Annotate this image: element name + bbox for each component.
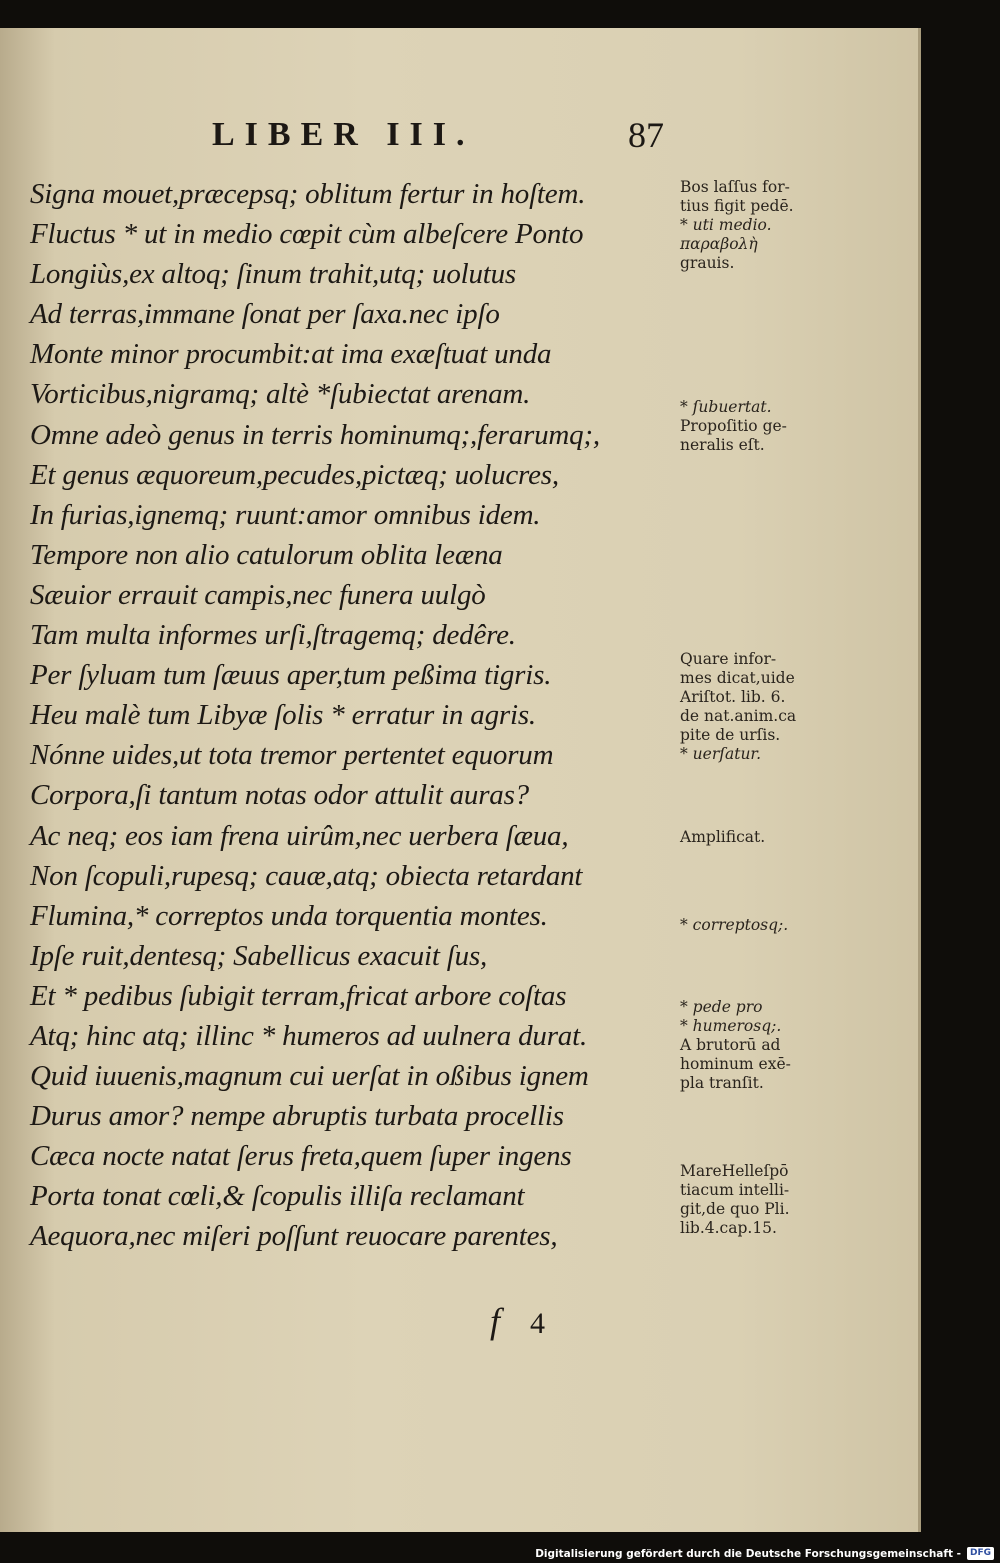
verse-line: Quid iuuenis,magnum cui uerſat in oßibus ignem: [30, 1060, 589, 1093]
verse-line: Corpora,ſi tantum notas odor attulit auras?: [30, 779, 529, 812]
verse-line: Ac neq; eos iam frena uirûm,nec uerbera ſæua,: [30, 819, 569, 852]
verse-line: Nónne uides,ut tota tremor pertentet equorum: [30, 739, 554, 772]
note-line: Amplificat.: [680, 828, 766, 846]
signature-letter: f: [490, 1301, 501, 1341]
note-line: Quare infor-: [680, 650, 777, 668]
note-line: grauis.: [680, 254, 735, 272]
verse-line: Per ſyluam tum ſæuus aper,tum peßima tigris.: [30, 659, 552, 692]
margin-note: [680, 650, 796, 764]
verse-column: [30, 174, 670, 1257]
note-line: * ſubuertat.: [680, 398, 772, 416]
margin-note: [680, 828, 765, 847]
note-line: * correptosq;.: [680, 916, 789, 934]
verse-line: Et * pedibus ſubigit terram,fricat arbore coſtas: [30, 979, 567, 1012]
margin-note: [680, 1162, 790, 1238]
margin-note: [680, 916, 788, 935]
verse-line: Signa mouet,præcepsq; oblitum fertur in hoſtem.: [30, 178, 586, 210]
verse-line: Vorticibus,nigramq; altè *ſubiectat arenam.: [30, 378, 531, 411]
margin-note: [680, 178, 794, 273]
note-line: tius figit pedē.: [680, 197, 794, 215]
note-line: MareHelleſpō: [680, 1162, 789, 1180]
verse-line: Aequora,nec miſeri poſſunt reuocare parentes,: [30, 1220, 558, 1253]
verse-line: Et genus æquoreum,pecudes,pictæq; uolucres,: [30, 458, 559, 491]
verse-line: Flumina,* correptos unda torquentia montes.: [30, 899, 548, 932]
note-line: * humerosq;.: [680, 1017, 782, 1035]
note-line: pite de urſis.: [680, 726, 781, 744]
note-line: lib.4.cap.15.: [680, 1219, 777, 1237]
note-line: A brutorū ad: [680, 1036, 781, 1054]
book-page: [0, 28, 921, 1532]
verse-line: Ipſe ruit,dentesq; Sabellicus exacuit ſus,: [30, 939, 488, 972]
note-line: Bos laſſus for-: [680, 178, 790, 196]
page-number: 87: [628, 115, 664, 155]
verse-line: Atq; hinc atq; illinc * humeros ad uulnera durat.: [30, 1019, 587, 1052]
note-line: Ariſtot. lib. 6.: [680, 688, 786, 706]
running-header: LIBER III.: [212, 116, 475, 153]
note-line: παραβολὴ: [680, 235, 758, 253]
note-line: tiacum intelli-: [680, 1181, 790, 1199]
verse-line: Cæca nocte natat ſerus freta,quem ſuper ingens: [30, 1140, 572, 1173]
signature-number: 4: [530, 1307, 546, 1340]
note-line: Propoſitio ge-: [680, 417, 787, 435]
verse-line: Tempore non alio catulorum oblita leæna: [30, 538, 503, 571]
note-line: pla tranſit.: [680, 1074, 764, 1092]
verse-line: Porta tonat cœli,& ſcopulis illiſa reclamant: [30, 1180, 525, 1213]
margin-note: [680, 398, 787, 455]
verse-line: Sæuior errauit campis,nec funera uulgò: [30, 578, 486, 611]
digitization-footer: [535, 1547, 994, 1560]
verse-line: Non ſcopuli,rupesq; cauæ,atq; obiecta retardant: [30, 859, 583, 892]
verse-line: In furias,ignemq; ruunt:amor omnibus idem.: [30, 498, 541, 531]
verse-line: Heu malè tum Libyæ ſolis * erratur in agris.: [30, 699, 536, 732]
printer-signature-mark: [490, 1300, 545, 1342]
note-line: mes dicat,uide: [680, 669, 795, 687]
verse-line: Ad terras,immane ſonat per ſaxa.nec ipſo: [30, 298, 500, 331]
verse-line: Tam multa informes urſi,ſtragemq; dedêre.: [30, 619, 516, 652]
margin-note: [680, 998, 791, 1093]
note-line: de nat.anim.ca: [680, 707, 797, 725]
note-line: neralis eſt.: [680, 436, 765, 454]
note-line: * uerſatur.: [680, 745, 762, 763]
note-line: hominum exē-: [680, 1055, 791, 1073]
funding-credit: Digitalisierung gefördert durch die Deutsche Forschungsgemeinschaft -: [535, 1547, 961, 1560]
verse-line: Durus amor? nempe abruptis turbata procellis: [30, 1100, 564, 1133]
note-line: * pede pro: [680, 998, 763, 1016]
verse-line: Fluctus * ut in medio cœpit cùm albeſcere Ponto: [30, 218, 584, 251]
dfg-logo: DFG: [967, 1547, 994, 1560]
note-line: git,de quo Pli.: [680, 1200, 790, 1218]
verse-line: Omne adeò genus in terris hominumq;,ferarumq;,: [30, 418, 600, 451]
verse-line: Monte minor procumbit:at ima exæſtuat unda: [30, 338, 552, 371]
note-line: * uti medio.: [680, 216, 772, 234]
verse-line: Longiùs,ex altoq; ſinum trahit,utq; uolutus: [30, 258, 517, 291]
